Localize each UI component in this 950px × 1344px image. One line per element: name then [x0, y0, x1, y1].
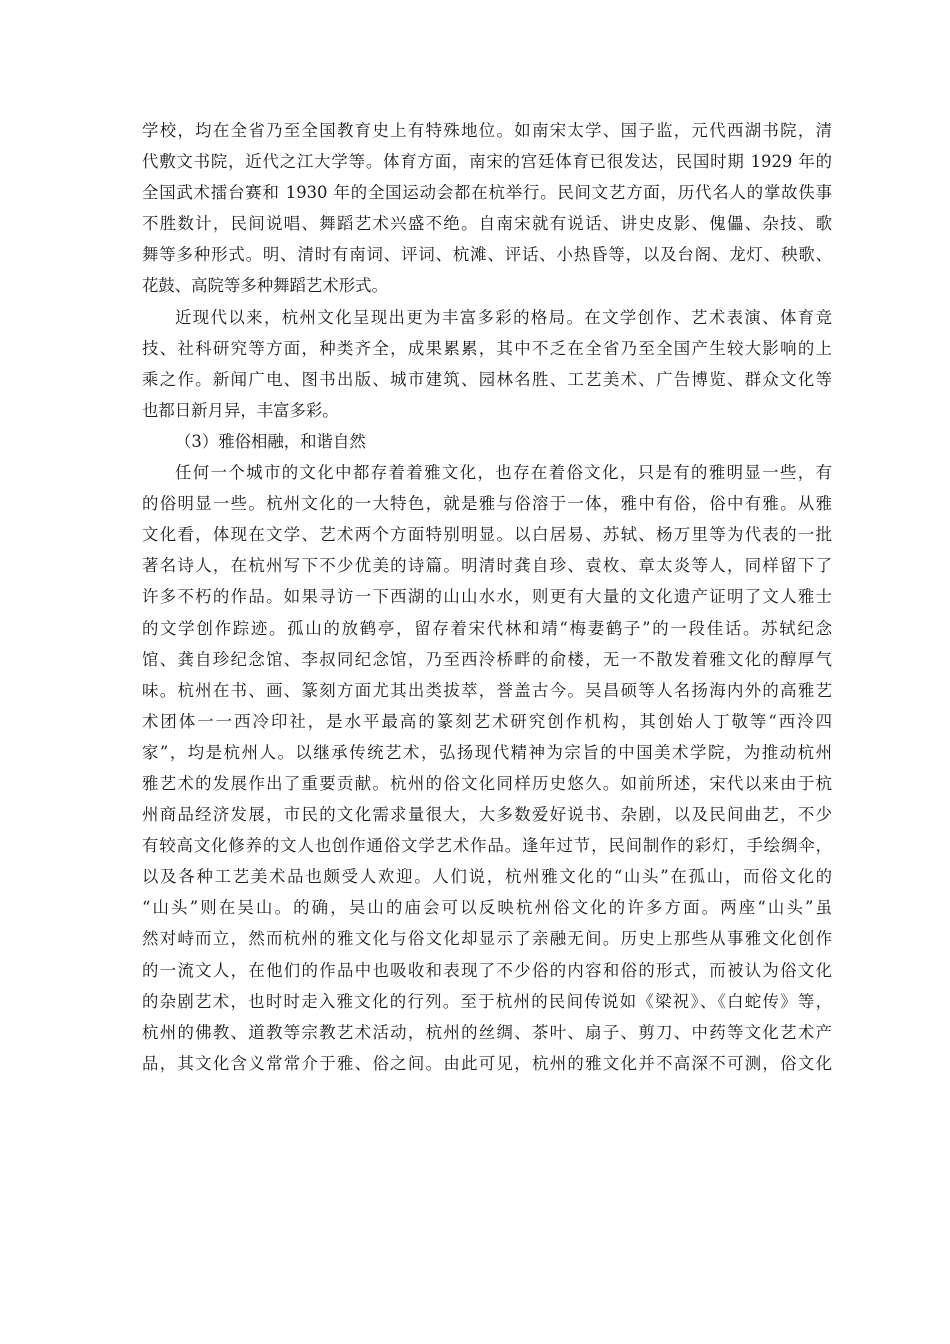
- text-line: 的杂剧艺术，也时时走入雅文化的行列。至于杭州的民间传说如《梁祝》、《白蛇传》等，: [142, 991, 832, 1011]
- text-line: 品，其文化含义常常介于雅、俗之间。由此可见，杭州的雅文化并不高深不可测，俗文化: [142, 1053, 832, 1073]
- document-page: [142, 115, 832, 1079]
- text-line: 花鼓、高院等多种舞蹈艺术形式。: [142, 276, 388, 296]
- text-line: 杭州的佛教、道教等宗教艺术活动，杭州的丝绸、茶叶、扇子、剪刀、中药等文化艺术产: [142, 1022, 832, 1042]
- text-line: 许多不朽的作品。如果寻访一下西湖的山山水水，则更有大量的文化遗产证明了文人雅士: [142, 587, 832, 607]
- text-line: 家”，均是杭州人。以继承传统艺术，弘扬现代精神为宗旨的中国美术学院，为推动杭州: [142, 742, 832, 762]
- text-line: 技、社科研究等方面，种类齐全，成果累累，其中不乏在全省乃至全国产生较大影响的上: [142, 338, 832, 358]
- text-line: 文化看，体现在文学、艺术两个方面特别明显。以白居易、苏轼、杨万里等为代表的一批: [142, 525, 832, 545]
- text-line: 雅艺术的发展作出了重要贡献。杭州的俗文化同样历史悠久。如前所述，宋代以来由于杭: [142, 773, 832, 793]
- text-line: 味。杭州在书、画、篆刻方面尤其出类拔萃，誉盖古今。吴昌硕等人名扬海内外的高雅艺: [142, 680, 832, 700]
- text-line: 不胜数计，民间说唱、舞蹈艺术兴盛不绝。自南宋就有说话、讲史皮影、傀儡、杂技、歌: [142, 214, 832, 234]
- text-line: 的文学创作踪迹。孤山的放鹤亭，留存着宋代林和靖“梅妻鹤子”的一段佳话。苏轼纪念: [142, 618, 832, 638]
- text-line: 然对峙而立，然而杭州的雅文化与俗文化却显示了亲融无间。历史上那些从事雅文化创作: [142, 929, 832, 949]
- text-line: “山头”则在吴山。的确，吴山的庙会可以反映杭州俗文化的许多方面。两座“山头”虽: [142, 898, 832, 918]
- text-line: 州商品经济发展，市民的文化需求量很大，大多数爱好说书、杂剧，以及民间曲艺，不少: [142, 805, 832, 825]
- text-line: 术团体一一西冷印社，是水平最高的篆刻艺术研究创作机构，其创始人丁敬等“西泠四: [142, 711, 832, 731]
- text-line: 的俗明显一些。杭州文化的一大特色，就是雅与俗溶于一体，雅中有俗，俗中有雅。从雅: [142, 494, 832, 514]
- paragraph-3: [142, 457, 832, 1079]
- paragraph-1: [142, 115, 832, 302]
- text-line: 任何一个城市的文化中都存着着雅文化，也存在着俗文化，只是有的雅明显一些，有: [175, 463, 832, 483]
- text-line: 舞等多种形式。明、清时有南词、评词、杭滩、评话、小热昏等，以及台阁、龙灯、秧歌、: [142, 245, 832, 265]
- text-line: 以及各种工艺美术品也颇受人欢迎。人们说，杭州雅文化的“山头”在孤山，而俗文化的: [142, 867, 832, 887]
- text-line: 全国武术擂台赛和 1930 年的全国运动会都在杭举行。民间文艺方面，历代名人的掌故佚事: [142, 183, 832, 203]
- text-line: 近现代以来，杭州文化呈现出更为丰富多彩的格局。在文学创作、艺术表演、体育竞: [175, 307, 832, 327]
- text-line: 学校，均在全省乃至全国教育史上有特殊地位。如南宋太学、国子监，元代西湖书院，清: [142, 121, 832, 140]
- text-line: 馆、龚自珍纪念馆、李叔同纪念馆，乃至西泠桥畔的俞楼，无一不散发着雅文化的醇厚气: [142, 649, 832, 669]
- text-line: 乘之作。新闻广电、图书出版、城市建筑、园林名胜、工艺美术、广告博览、群众文化等: [142, 369, 832, 389]
- text-line: 也都日新月异，丰富多彩。: [142, 400, 339, 420]
- paragraph-2: [142, 302, 832, 426]
- text-line: 有较高文化修养的文人也创作通俗文学艺术作品。逢年过节，民间制作的彩灯，手绘绸伞，: [142, 836, 832, 856]
- text-line: 的一流文人，在他们的作品中也吸收和表现了不少俗的内容和俗的形式，而被认为俗文化: [142, 960, 832, 980]
- section-heading: （3）雅俗相融，和谐自然: [175, 431, 366, 451]
- text-line: 著名诗人，在杭州写下不少优美的诗篇。明清时龚自珍、袁枚、章太炎等人，同样留下了: [142, 556, 832, 576]
- text-line: 代敷文书院，近代之江大学等。体育方面，南宋的宫廷体育已很发达，民国时期 1929 年的: [142, 152, 832, 172]
